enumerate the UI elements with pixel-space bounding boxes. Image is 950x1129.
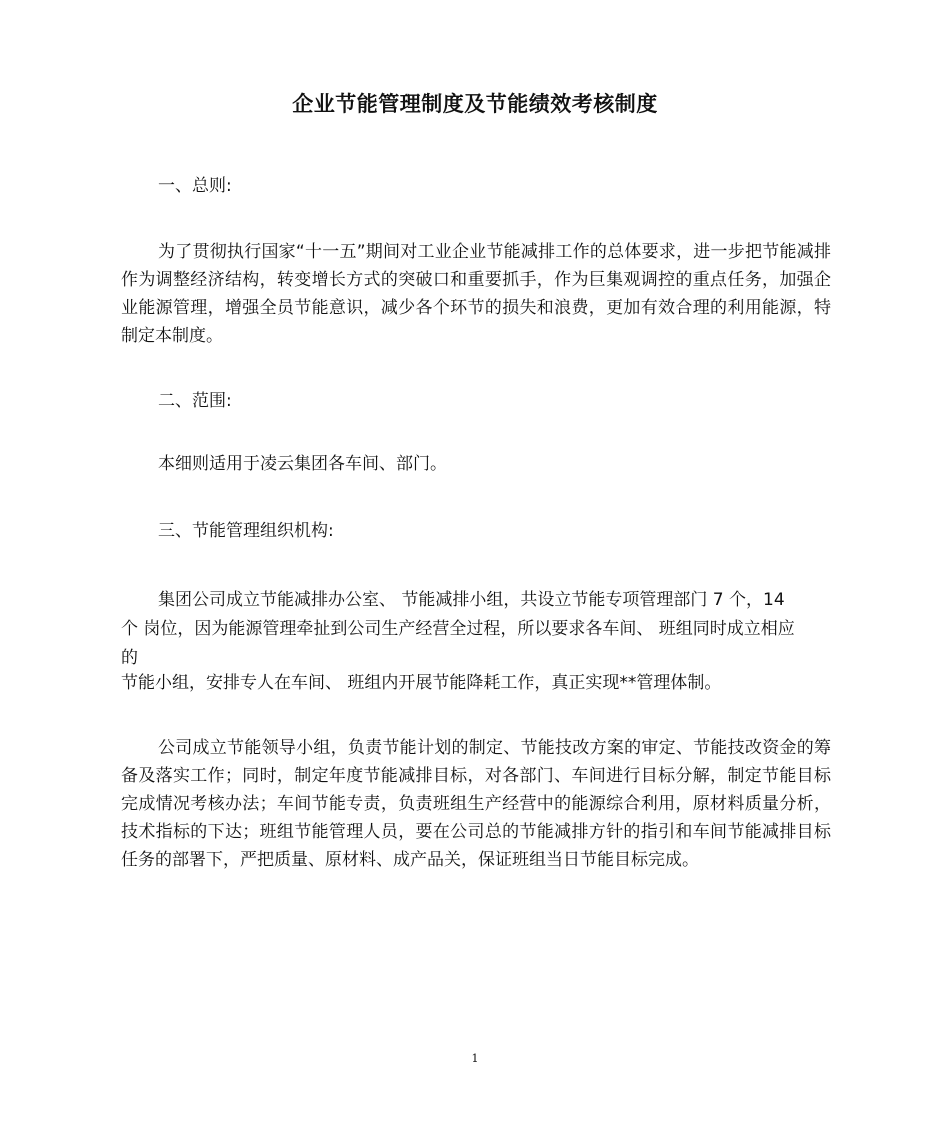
section-heading-general: 一、总则: (158, 176, 232, 196)
paragraph-organization-line-3: 的 (121, 648, 138, 668)
paragraph-leadership-group: 公司成立节能领导小组，负责节能计划的制定、节能技改方案的审定、节能技改资金的筹备及落实工作；同时，制定年度节能减排目标，对各部门、车间进行目标分解，制定节能目标完成情况考核办法；车间节能专责，负责班组生产经营中的能源综合利用，原材料质量分析，技术指标的下达；班组节能管理人员，要在公司总的节能减排方针的指引和车间节能减排目标任务的部署下，严把质量、原材料、成产品关，保证班组当日节能目标完成。 (121, 738, 831, 870)
paragraph-organization-line-1: 集团公司成立节能减排办公室、 节能减排小组，共设立节能专项管理部门 7 个，14 (158, 590, 785, 610)
paragraph-organization-line-4: 节能小组，安排专人在车间、 班组内开展节能降耗工作，真正实现**管理体制。 (121, 673, 722, 693)
paragraph-scope: 本细则适用于凌云集团各车间、部门。 (158, 454, 447, 474)
paragraph-organization-line-2: 个 岗位，因为能源管理牵扯到公司生产经营全过程，所以要求各车间、 班组同时成立相应 (121, 619, 795, 639)
page-number: 1 (471, 1052, 479, 1065)
section-heading-scope: 二、范围: (158, 391, 232, 411)
document-title: 企业节能管理制度及节能绩效考核制度 (292, 92, 658, 116)
paragraph-general: 为了贯彻执行国家“十一五”期间对工业企业节能减排工作的总体要求，进一步把节能减排作为调整经济结构，转变增长方式的突破口和重要抓手，作为巨集观调控的重点任务，加强企业能源管理，增强全员节能意识，减少各个环节的损失和浪费，更加有效合理的利用能源，特制定本制度。 (121, 242, 831, 346)
section-heading-organization: 三、节能管理组织机构: (158, 521, 334, 541)
